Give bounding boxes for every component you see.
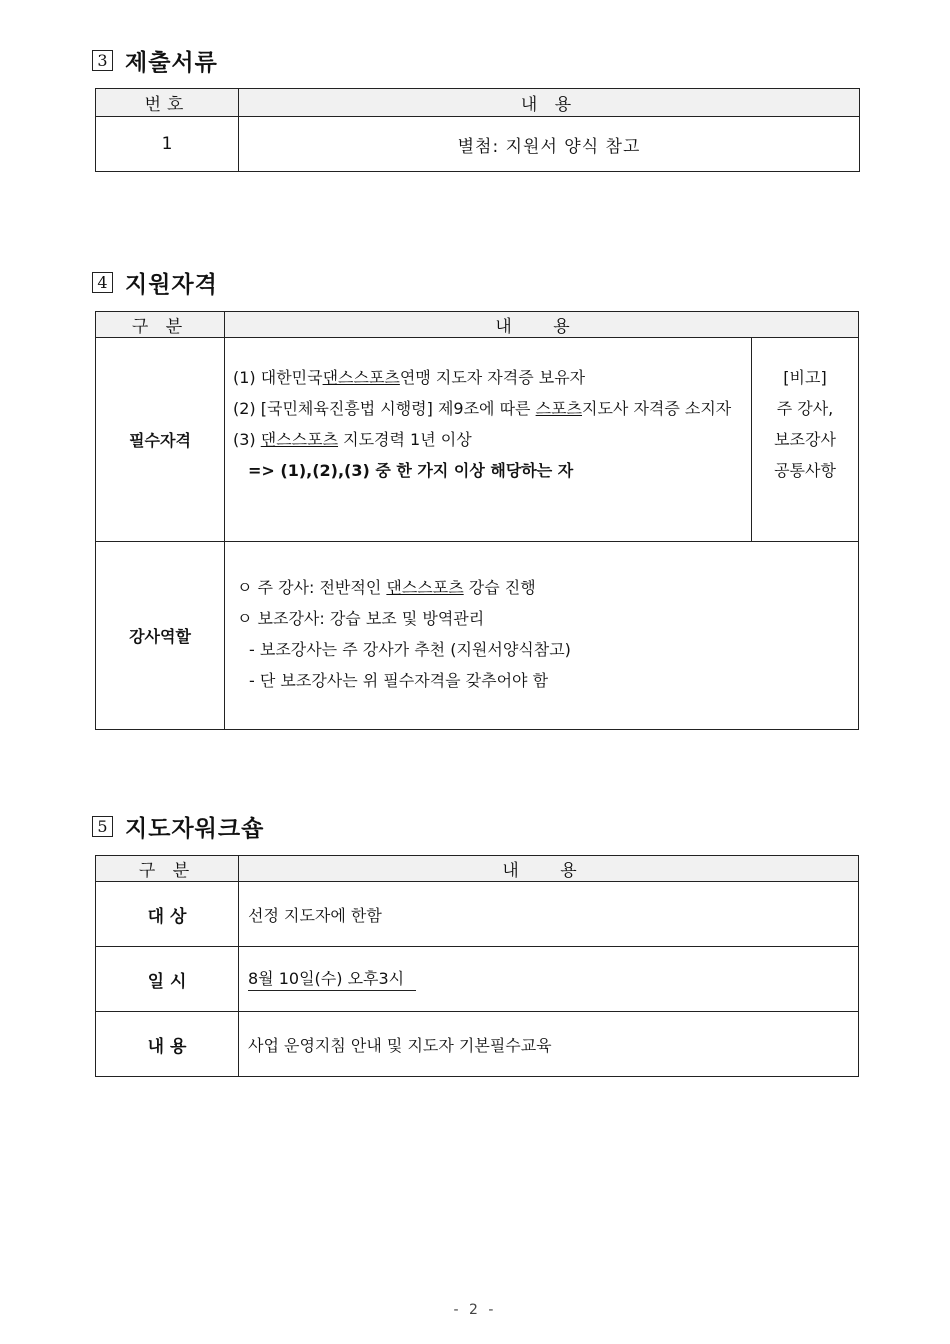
- required-qualification-content: [225, 338, 752, 542]
- workshop-datetime-cell: [239, 947, 859, 1012]
- section-3-heading: [92, 44, 218, 77]
- workshop-content-label: 내 용: [96, 1012, 239, 1077]
- section-number-box: 4: [92, 272, 113, 293]
- workshop-table: [95, 855, 859, 1077]
- workshop-datetime-label: 일 시: [96, 947, 239, 1012]
- instructor-role-content: [225, 542, 859, 730]
- section-title: 지원자격: [125, 272, 218, 298]
- qualification-item-2: (2) [국민체육진흥법 시행령] 제9조에 따른 스포츠지도사 자격증 소지자: [233, 399, 732, 418]
- remarks-line: 공통사항: [774, 461, 836, 480]
- workshop-content-value: 사업 운영지침 안내 및 지도자 기본필수교육: [239, 1012, 859, 1077]
- section-4-heading: [92, 266, 218, 299]
- eligibility-table: [95, 311, 859, 730]
- qualification-summary: => (1),(2),(3) 중 한 가지 이상 해당하는 자: [248, 461, 574, 480]
- section-5-heading: [92, 810, 264, 843]
- section-title: 지도자워크숍: [125, 816, 265, 842]
- section-title: 제출서류: [125, 50, 218, 76]
- row-number: 1: [96, 117, 239, 172]
- header-content: 내 용: [239, 856, 859, 882]
- submission-documents-table: [95, 88, 860, 172]
- required-qualification-label: 필수자격: [96, 338, 225, 542]
- workshop-datetime-value: 8월 10일(수) 오후3시: [248, 968, 416, 991]
- remarks-line: [비고]: [783, 368, 827, 387]
- header-category: 구 분: [96, 312, 225, 338]
- header-content: 내 용: [225, 312, 859, 338]
- header-content: 내 용: [239, 89, 860, 117]
- section-number-box: 5: [92, 816, 113, 837]
- header-category: 구 분: [96, 856, 239, 882]
- qualification-item-1: (1) 대한민국댄스스포츠연맹 지도자 자격증 보유자: [233, 368, 586, 387]
- remarks-cell: [752, 338, 859, 542]
- role-item-assistant: ㅇ 보조강사: 강습 보조 및 방역관리: [237, 609, 485, 628]
- role-subitem: - 단 보조강사는 위 필수자격을 갖추어야 함: [249, 671, 549, 690]
- row-content: 별첨: 지원서 양식 참고: [239, 117, 860, 172]
- section-number-box: 3: [92, 50, 113, 71]
- workshop-target-value: 선정 지도자에 한함: [239, 882, 859, 947]
- qualification-item-3: (3) 댄스스포츠 지도경력 1년 이상: [233, 430, 472, 449]
- role-subitem: - 보조강사는 주 강사가 추천 (지원서양식참고): [249, 640, 571, 659]
- header-number: 번호: [96, 89, 239, 117]
- instructor-role-label: 강사역할: [96, 542, 225, 730]
- remarks-line: 주 강사,: [776, 399, 834, 418]
- role-item-main: ㅇ 주 강사: 전반적인 댄스스포츠 강습 진행: [237, 578, 536, 597]
- remarks-line: 보조강사: [774, 430, 836, 449]
- workshop-target-label: 대 상: [96, 882, 239, 947]
- page-number: - 2 -: [453, 1302, 497, 1318]
